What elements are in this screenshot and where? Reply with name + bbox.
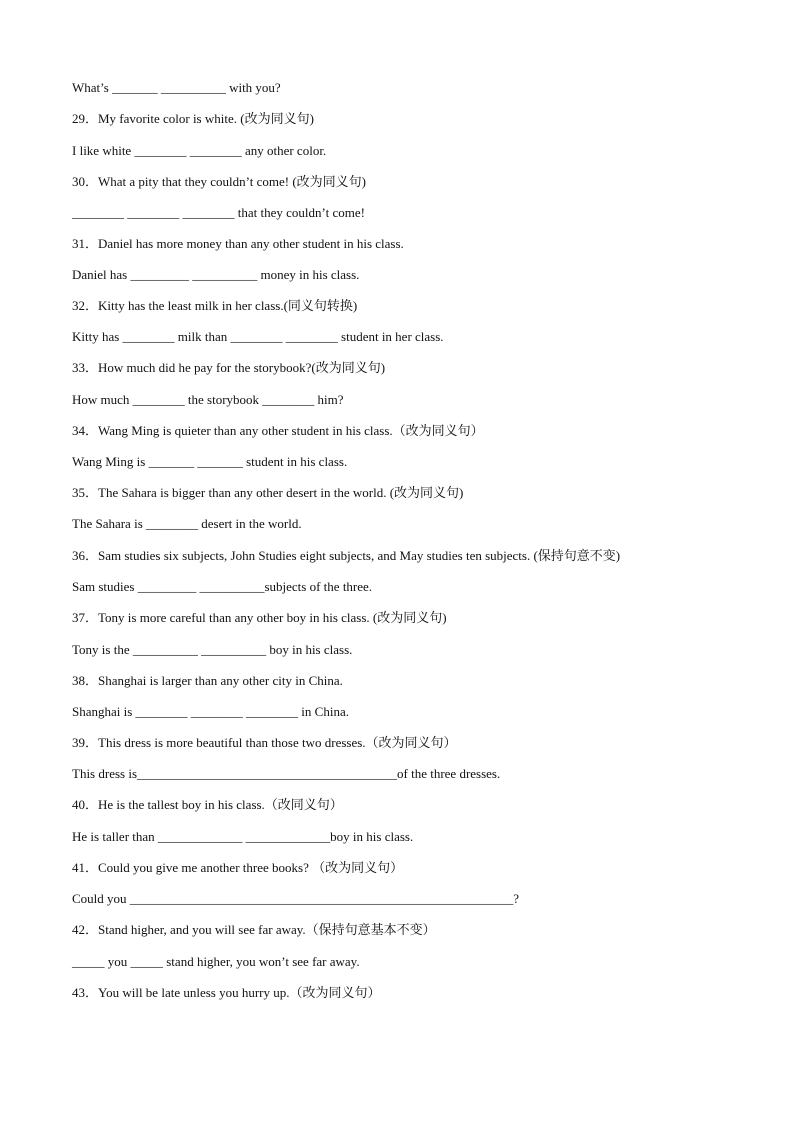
- exercise-line: I like white ________ ________ any other color.: [72, 143, 327, 158]
- exercise-line: 42．Stand higher, and you will see far away.（保持句意基本不变）: [72, 922, 436, 937]
- exercise-line: 40．He is the tallest boy in his class.（改同义句）: [72, 797, 343, 812]
- exercise-line: ________ ________ ________ that they couldn’t come!: [72, 205, 365, 220]
- exercise-line: 39．This dress is more beautiful than those two dresses.（改为同义句）: [72, 735, 457, 750]
- exercise-line: 29．My favorite color is white. (改为同义句): [72, 111, 314, 126]
- exercise-line: What’s _______ __________ with you?: [72, 80, 281, 95]
- exercise-line: This dress is________________________________________of the three dresses.: [72, 766, 501, 781]
- exercise-line: He is taller than _____________ _____________boy in his class.: [72, 829, 414, 844]
- exercise-line: 34．Wang Ming is quieter than any other student in his class.（改为同义句）: [72, 423, 484, 438]
- exercise-line: 31．Daniel has more money than any other student in his class.: [72, 236, 404, 251]
- exercise-line: Shanghai is ________ ________ ________ in China.: [72, 704, 349, 719]
- exercise-line: Could you ___________________________________________________________?: [72, 891, 520, 906]
- exercise-line: 32．Kitty has the least milk in her class.(同义句转换): [72, 298, 358, 313]
- exercise-line: 37．Tony is more careful than any other boy in his class. (改为同义句): [72, 610, 447, 625]
- exercise-line: 38．Shanghai is larger than any other city in China.: [72, 673, 343, 688]
- exercise-line: Sam studies _________ __________subjects of the three.: [72, 579, 373, 594]
- exercise-line: 43．You will be late unless you hurry up.（改为同义句）: [72, 985, 381, 1000]
- exercise-line: Tony is the __________ __________ boy in his class.: [72, 642, 353, 657]
- exercise-line: Kitty has ________ milk than ________ ________ student in her class.: [72, 329, 444, 344]
- exercise-line: _____ you _____ stand higher, you won’t see far away.: [72, 954, 360, 969]
- exercise-line: 30．What a pity that they couldn’t come! (改为同义句): [72, 174, 366, 189]
- exercise-line: The Sahara is ________ desert in the world.: [72, 516, 302, 531]
- exercise-line: Wang Ming is _______ _______ student in his class.: [72, 454, 348, 469]
- exercise-line: How much ________ the storybook ________ him?: [72, 392, 344, 407]
- exercise-line: 41．Could you give me another three books? （改为同义句）: [72, 860, 404, 875]
- exercise-line: 35．The Sahara is bigger than any other desert in the world. (改为同义句): [72, 485, 464, 500]
- exercise-line: 36．Sam studies six subjects, John Studies eight subjects, and May studies ten subjects. (保持句意不变): [72, 548, 621, 563]
- exercise-line: 33．How much did he pay for the storybook?(改为同义句): [72, 360, 386, 375]
- exercise-line: Daniel has _________ __________ money in his class.: [72, 267, 360, 282]
